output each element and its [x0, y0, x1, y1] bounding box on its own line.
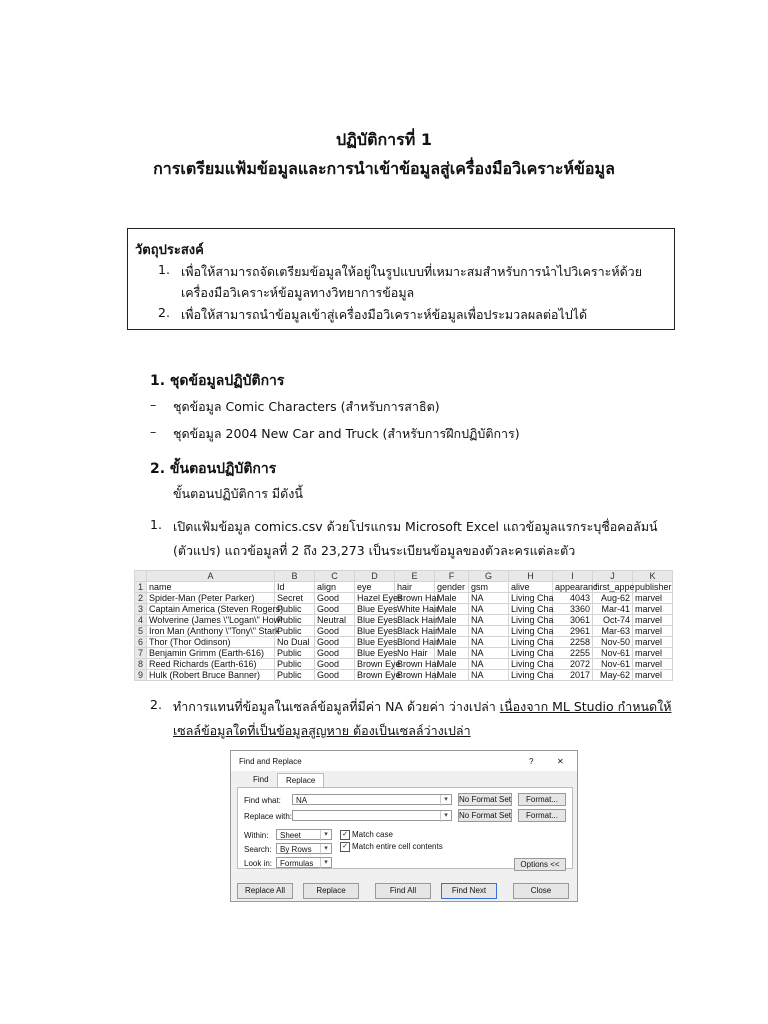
chevron-down-icon[interactable]: ▾ — [320, 830, 331, 841]
table-cell[interactable]: 2255 — [553, 648, 593, 659]
table-cell[interactable]: Male — [435, 615, 469, 626]
step1-line1: เปิดแฟ้มข้อมูล comics.csv ด้วยโปรแกรม Microsoft Excel แถวข้อมูลแรกระบุชื่อคอลัมน์ — [173, 519, 658, 534]
table-cell[interactable]: marvel — [633, 670, 673, 681]
dataset-bullet-1: ชุดข้อมูล Comic Characters (สำหรับการสาธิต) — [173, 399, 440, 414]
format-replace-button[interactable]: Format... — [518, 809, 566, 822]
help-icon[interactable]: ? — [529, 757, 534, 766]
table-cell[interactable]: Living Cha — [509, 670, 553, 681]
table-cell[interactable]: eye — [355, 582, 395, 593]
search-value: By Rows — [280, 845, 312, 854]
table-cell[interactable]: Living Cha — [509, 604, 553, 615]
find-replace-dialog — [230, 750, 578, 902]
table-cell[interactable]: Male — [435, 604, 469, 615]
step1-line2: (ตัวแปร) แถวข้อมูลที่ 2 ถึง 23,273 เป็นระเบียนข้อมูลของตัวละครแต่ละตัว — [173, 543, 576, 558]
chevron-down-icon[interactable]: ▾ — [440, 795, 451, 806]
row-number[interactable]: 5 — [135, 626, 147, 637]
table-cell[interactable]: NA — [469, 659, 509, 670]
column-header-row — [135, 571, 673, 582]
table-cell[interactable]: Thor (Thor Odinson) — [147, 637, 275, 648]
table-cell[interactable]: 4043 — [553, 593, 593, 604]
look-in-label: Look in: — [244, 859, 273, 868]
table-cell[interactable]: Mar-41 — [593, 604, 633, 615]
table-cell[interactable]: Reed Richards (Earth-616) — [147, 659, 275, 670]
table-cell[interactable]: Blue Eyes — [355, 648, 395, 659]
match-case-label: Match case — [352, 830, 393, 839]
table-cell[interactable]: marvel — [633, 626, 673, 637]
table-cell[interactable]: NA — [469, 648, 509, 659]
table-cell[interactable]: Brown Eye — [355, 670, 395, 681]
dataset-bullet-2: ชุดข้อมูล 2004 New Car and Truck (สำหรับการฝึกปฏิบัติการ) — [173, 426, 520, 441]
table-cell[interactable]: Good — [315, 659, 355, 670]
format-find-button[interactable]: Format... — [518, 793, 566, 806]
column-header[interactable]: K — [633, 571, 673, 582]
no-format-find: No Format Set — [459, 795, 512, 804]
table-row — [135, 648, 673, 659]
table-cell[interactable]: Nov-61 — [593, 659, 633, 670]
table-cell[interactable]: Male — [435, 626, 469, 637]
table-cell[interactable]: Good — [315, 648, 355, 659]
column-header[interactable]: G — [469, 571, 509, 582]
find-next-button[interactable]: Find Next — [441, 883, 497, 899]
objective-num-2: 2. — [158, 305, 170, 320]
match-entire-checkbox[interactable]: ✓ — [340, 842, 350, 852]
table-cell[interactable]: Public — [275, 615, 315, 626]
page-title: ปฏิบัติการที่ 1 — [336, 130, 432, 149]
table-cell[interactable]: publisher — [633, 582, 673, 593]
table-cell[interactable]: NA — [469, 593, 509, 604]
step2-line1 — [173, 697, 671, 717]
table-cell[interactable]: Living Cha — [509, 648, 553, 659]
table-cell[interactable]: Public — [275, 648, 315, 659]
table-cell[interactable]: Brown Hai — [395, 659, 435, 670]
column-header[interactable]: J — [593, 571, 633, 582]
table-cell[interactable]: Benjamin Grimm (Earth-616) — [147, 648, 275, 659]
step2-text-plain: ทำการแทนที่ข้อมูลในเซลล์ข้อมูลที่มีค่า NA ด้วยค่า ว่างเปล่า — [173, 699, 500, 714]
table-cell[interactable]: Neutral — [315, 615, 355, 626]
table-cell[interactable]: gsm — [469, 582, 509, 593]
table-cell[interactable]: 2072 — [553, 659, 593, 670]
table-cell[interactable]: NA — [469, 615, 509, 626]
row-number[interactable]: 8 — [135, 659, 147, 670]
table-cell[interactable]: Public — [275, 604, 315, 615]
table-cell[interactable]: Hulk (Robert Bruce Banner) — [147, 670, 275, 681]
table-cell[interactable]: Oct-74 — [593, 615, 633, 626]
step2-num: 2. — [150, 697, 162, 712]
table-cell[interactable]: marvel — [633, 637, 673, 648]
table-cell[interactable]: Blue Eyes — [355, 626, 395, 637]
row-number[interactable]: 6 — [135, 637, 147, 648]
table-cell[interactable]: Good — [315, 626, 355, 637]
table-cell[interactable]: Living Cha — [509, 593, 553, 604]
tab-find[interactable] — [245, 773, 277, 787]
step2-text-underlined: เนื่องจาก ML Studio กำหนดให้ — [499, 699, 672, 714]
table-cell[interactable]: Black Hair — [395, 615, 435, 626]
find-what-input[interactable] — [292, 794, 452, 805]
table-row — [135, 593, 673, 604]
find-what-value: NA — [296, 796, 308, 805]
chevron-down-icon[interactable]: ▾ — [320, 858, 331, 869]
row-number[interactable]: 9 — [135, 670, 147, 681]
table-cell[interactable]: marvel — [633, 615, 673, 626]
table-cell[interactable]: Brown Eye — [355, 659, 395, 670]
table-cell[interactable]: name — [147, 582, 275, 593]
table-cell[interactable]: Spider-Man (Peter Parker) — [147, 593, 275, 604]
table-cell[interactable]: 3360 — [553, 604, 593, 615]
table-cell[interactable]: Blond Hair — [395, 637, 435, 648]
dash-icon: – — [150, 397, 157, 412]
table-cell[interactable]: Brown Hai — [395, 593, 435, 604]
table-cell[interactable]: Blue Eyes — [355, 637, 395, 648]
within-value: Sheet — [280, 831, 301, 840]
table-cell[interactable]: Public — [275, 626, 315, 637]
column-header[interactable]: B — [275, 571, 315, 582]
table-cell[interactable]: Iron Man (Anthony \"Tony\" Stark — [147, 626, 275, 637]
page-subtitle: การเตรียมแฟ้มข้อมูลและการนำเข้าข้อมูลสู่เครื่องมือวิเคราะห์ข้อมูล — [153, 159, 615, 178]
row-number[interactable]: 1 — [135, 582, 147, 593]
find-all-button[interactable]: Find All — [375, 883, 431, 899]
tab-find-label: Find — [253, 775, 269, 784]
table-cell[interactable]: Good — [315, 670, 355, 681]
column-header[interactable]: A — [147, 571, 275, 582]
chevron-down-icon[interactable]: ▾ — [320, 844, 331, 855]
look-in-select[interactable] — [276, 857, 332, 868]
table-cell[interactable]: Public — [275, 670, 315, 681]
table-cell[interactable]: Brown Hai — [395, 670, 435, 681]
section2-heading: 2. ขั้นตอนปฏิบัติการ — [150, 461, 277, 477]
step2-line2: เซลล์ข้อมูลใดที่เป็นข้อมูลสูญหาย ต้องเป็นเซลล์ว่างเปล่า — [173, 723, 471, 738]
replace-panel — [237, 787, 573, 869]
search-select[interactable] — [276, 843, 332, 854]
table-cell[interactable]: White Hair — [395, 604, 435, 615]
no-format-replace: No Format Set — [459, 811, 512, 820]
section1-heading: 1. ชุดข้อมูลปฏิบัติการ — [150, 373, 285, 389]
within-select[interactable] — [276, 829, 332, 840]
search-label: Search: — [244, 845, 272, 854]
table-cell[interactable]: Wolverine (James \"Logan\" Howl — [147, 615, 275, 626]
section2-intro: ขั้นตอนปฏิบัติการ มีดังนี้ — [173, 486, 303, 501]
table-cell[interactable]: hair — [395, 582, 435, 593]
table-row — [135, 670, 673, 681]
table-cell[interactable]: Captain America (Steven Rogers) — [147, 604, 275, 615]
dialog-titlebar — [231, 751, 577, 771]
table-cell[interactable]: Hazel Eyes — [355, 593, 395, 604]
column-header[interactable] — [135, 571, 147, 582]
column-header[interactable]: D — [355, 571, 395, 582]
table-row — [135, 582, 673, 593]
column-header[interactable]: F — [435, 571, 469, 582]
objective-num-1: 1. — [158, 262, 170, 277]
objectives-title: วัตถุประสงค์ — [135, 243, 204, 258]
table-row — [135, 604, 673, 615]
table-cell[interactable]: Living Cha — [509, 637, 553, 648]
close-button[interactable]: Close — [513, 883, 569, 899]
table-cell[interactable]: Black Hair — [395, 626, 435, 637]
table-cell[interactable]: Good — [315, 593, 355, 604]
column-header[interactable]: H — [509, 571, 553, 582]
table-cell[interactable]: Public — [275, 659, 315, 670]
replace-with-input[interactable] — [292, 810, 452, 821]
table-cell[interactable]: 2961 — [553, 626, 593, 637]
table-row — [135, 615, 673, 626]
table-cell[interactable]: Male — [435, 670, 469, 681]
table-cell[interactable]: NA — [469, 637, 509, 648]
table-cell[interactable]: marvel — [633, 604, 673, 615]
row-number[interactable]: 2 — [135, 593, 147, 604]
table-cell[interactable]: 2017 — [553, 670, 593, 681]
table-cell[interactable]: Male — [435, 637, 469, 648]
table-cell[interactable]: alive — [509, 582, 553, 593]
dash-icon: – — [150, 424, 157, 439]
table-cell[interactable]: marvel — [633, 659, 673, 670]
row-number[interactable]: 3 — [135, 604, 147, 615]
step1-num: 1. — [150, 517, 162, 532]
look-in-value: Formulas — [280, 859, 314, 868]
table-cell[interactable]: Id — [275, 582, 315, 593]
excel-spreadsheet — [134, 570, 672, 682]
table-cell[interactable]: Blue Eyes — [355, 604, 395, 615]
table-cell[interactable]: NA — [469, 670, 509, 681]
table-cell[interactable]: No Hair — [395, 648, 435, 659]
replace-all-button[interactable]: Replace All — [237, 883, 293, 899]
match-case-checkbox[interactable]: ✓ — [340, 830, 350, 840]
chevron-down-icon[interactable]: ▾ — [440, 811, 451, 822]
table-cell[interactable]: Living Cha — [509, 659, 553, 670]
table-cell[interactable]: No Dual — [275, 637, 315, 648]
table-row — [135, 637, 673, 648]
table-cell[interactable]: Living Cha — [509, 626, 553, 637]
column-header[interactable]: I — [553, 571, 593, 582]
table-cell[interactable]: 3061 — [553, 615, 593, 626]
table-cell[interactable]: Blue Eyes — [355, 615, 395, 626]
table-cell[interactable]: Nov-61 — [593, 648, 633, 659]
table-cell[interactable]: Good — [315, 637, 355, 648]
table-cell[interactable]: gender — [435, 582, 469, 593]
match-entire-label: Match entire cell contents — [352, 842, 443, 851]
table-cell[interactable]: Aug-62 — [593, 593, 633, 604]
objective-1-line2: เครื่องมือวิเคราะห์ข้อมูลทางวิทยาการข้อมูล — [181, 285, 415, 300]
dialog-title: Find and Replace — [239, 757, 302, 766]
table-row — [135, 659, 673, 670]
table-row — [135, 626, 673, 637]
objective-2-line1: เพื่อให้สามารถนำข้อมูลเข้าสู่เครื่องมือวิเคราะห์ข้อมูลเพื่อประมวลผลต่อไปได้ — [181, 307, 588, 322]
table-cell[interactable]: NA — [469, 626, 509, 637]
table-cell[interactable]: Male — [435, 659, 469, 670]
find-what-label: Find what: — [244, 796, 281, 805]
table-cell[interactable]: Male — [435, 648, 469, 659]
table-cell[interactable]: align — [315, 582, 355, 593]
table-cell[interactable]: 2258 — [553, 637, 593, 648]
table-cell[interactable]: Mar-63 — [593, 626, 633, 637]
column-header[interactable]: E — [395, 571, 435, 582]
replace-button[interactable]: Replace — [303, 883, 359, 899]
options-button[interactable]: Options << — [514, 858, 566, 871]
table-cell[interactable]: Secret — [275, 593, 315, 604]
column-header[interactable]: C — [315, 571, 355, 582]
table-cell[interactable]: Nov-50 — [593, 637, 633, 648]
table-cell[interactable]: May-62 — [593, 670, 633, 681]
tab-replace[interactable] — [277, 773, 324, 788]
row-number[interactable]: 4 — [135, 615, 147, 626]
table-cell[interactable]: appearanc — [553, 582, 593, 593]
table-cell[interactable]: NA — [469, 604, 509, 615]
table-cell[interactable]: marvel — [633, 648, 673, 659]
tab-replace-label: Replace — [286, 776, 316, 785]
row-number[interactable]: 7 — [135, 648, 147, 659]
close-icon[interactable]: ✕ — [557, 757, 564, 766]
within-label: Within: — [244, 831, 269, 840]
replace-with-label: Replace with: — [244, 812, 293, 821]
objectives-box — [127, 228, 675, 330]
table-cell[interactable]: Living Cha — [509, 615, 553, 626]
table-cell[interactable]: first_appe — [593, 582, 633, 593]
objective-1-line1: เพื่อให้สามารถจัดเตรียมข้อมูลให้อยู่ในรูปแบบที่เหมาะสมสำหรับการนำไปวิเคราะห์ด้วย — [181, 264, 643, 279]
table-cell[interactable]: Good — [315, 604, 355, 615]
table-cell[interactable]: Male — [435, 593, 469, 604]
table-cell[interactable]: marvel — [633, 593, 673, 604]
